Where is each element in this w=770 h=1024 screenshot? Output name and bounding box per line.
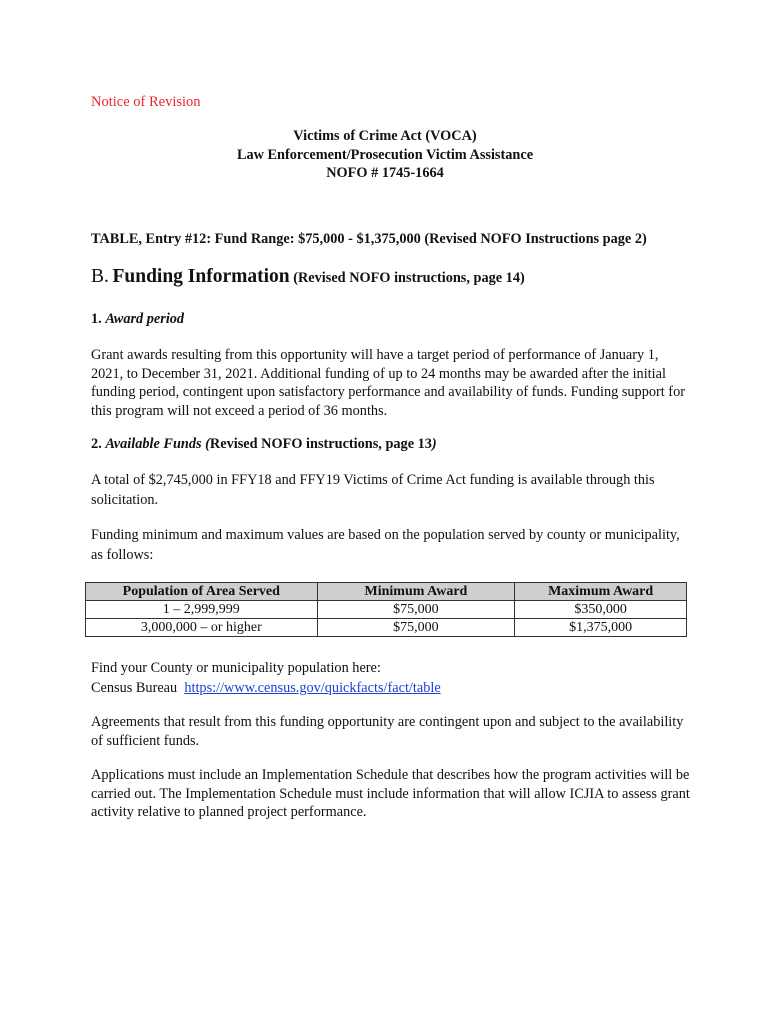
notice-of-revision: Notice of Revision <box>91 94 201 110</box>
table-row <box>86 619 687 637</box>
title-line-program: Victims of Crime Act (VOCA) <box>293 128 477 144</box>
population-lookup <box>91 658 691 698</box>
available-funds-close-paren: ) <box>431 436 437 452</box>
award-period-title: Award period <box>105 311 185 327</box>
available-funds-number: 2. <box>91 436 102 452</box>
cell-minimum-award: $75,000 <box>317 619 515 637</box>
available-funds-note: Revised NOFO instructions, page 13 <box>209 436 432 452</box>
header-maximum-award: Maximum Award <box>515 583 687 601</box>
census-source: Census Bureau <box>91 680 178 696</box>
section-title: Funding Information <box>112 266 290 287</box>
award-period-text: Grant awards resulting from this opportunity will have a target period of performance of January 1, 2021, to December 31, 2021. Additional funding of up to 24 months may be awarded after the initial funding period, contingent upon satisfactory performance and availability of funds. Funding support for this program will not exceed a period of 36 months. <box>91 347 685 419</box>
cell-maximum-award: $350,000 <box>515 601 687 619</box>
header-population: Population of Area Served <box>86 583 318 601</box>
award-table-header-row <box>86 583 687 601</box>
cell-minimum-award: $75,000 <box>317 601 515 619</box>
applications-text: Applications must include an Implementation Schedule that describes how the program activities will be carried out. The Implementation Schedule must include information that will allow ICJIA to assess grant activity relative to planned project performance. <box>91 767 690 820</box>
available-funds-total: A total of $2,745,000 in FFY18 and FFY19 Victims of Crime Act funding is available through this solicitation. <box>91 472 655 508</box>
section-note: (Revised NOFO instructions, page 14) <box>293 270 525 286</box>
award-table <box>85 582 687 637</box>
section-letter: B. <box>91 266 109 287</box>
title-line-subprogram: Law Enforcement/Prosecution Victim Assistance <box>236 146 534 163</box>
header-minimum-award: Minimum Award <box>317 583 515 601</box>
cell-maximum-award: $1,375,000 <box>515 619 687 637</box>
award-period-heading <box>91 311 691 328</box>
agreements-text: Agreements that result from this funding opportunity are contingent upon and subject to the availability of sufficient funds. <box>91 714 684 749</box>
available-funds-open-paren: ( <box>205 436 210 452</box>
population-lookup-text: Find your County or municipality population here: <box>91 660 381 676</box>
cell-population: 1 – 2,999,999 <box>86 601 318 619</box>
available-funds-basis: Funding minimum and maximum values are based on the population served by county or municipality, as follows: <box>91 527 680 563</box>
table-entry-fund-range: TABLE, Entry #12: Fund Range: $75,000 - $1,375,000 (Revised NOFO Instructions page 2) <box>91 231 647 247</box>
cell-population: 3,000,000 – or higher <box>86 619 318 637</box>
census-line <box>91 678 691 698</box>
available-funds-heading <box>91 436 691 453</box>
section-b-heading <box>91 266 691 288</box>
title-line-nofo-number: NOFO # 1745-1664 <box>326 165 444 181</box>
available-funds-title: Available Funds <box>105 436 202 452</box>
award-period-number: 1. <box>91 311 102 327</box>
census-link[interactable]: https://www.census.gov/quickfacts/fact/table <box>184 680 441 696</box>
document-title <box>91 127 679 183</box>
table-row <box>86 601 687 619</box>
